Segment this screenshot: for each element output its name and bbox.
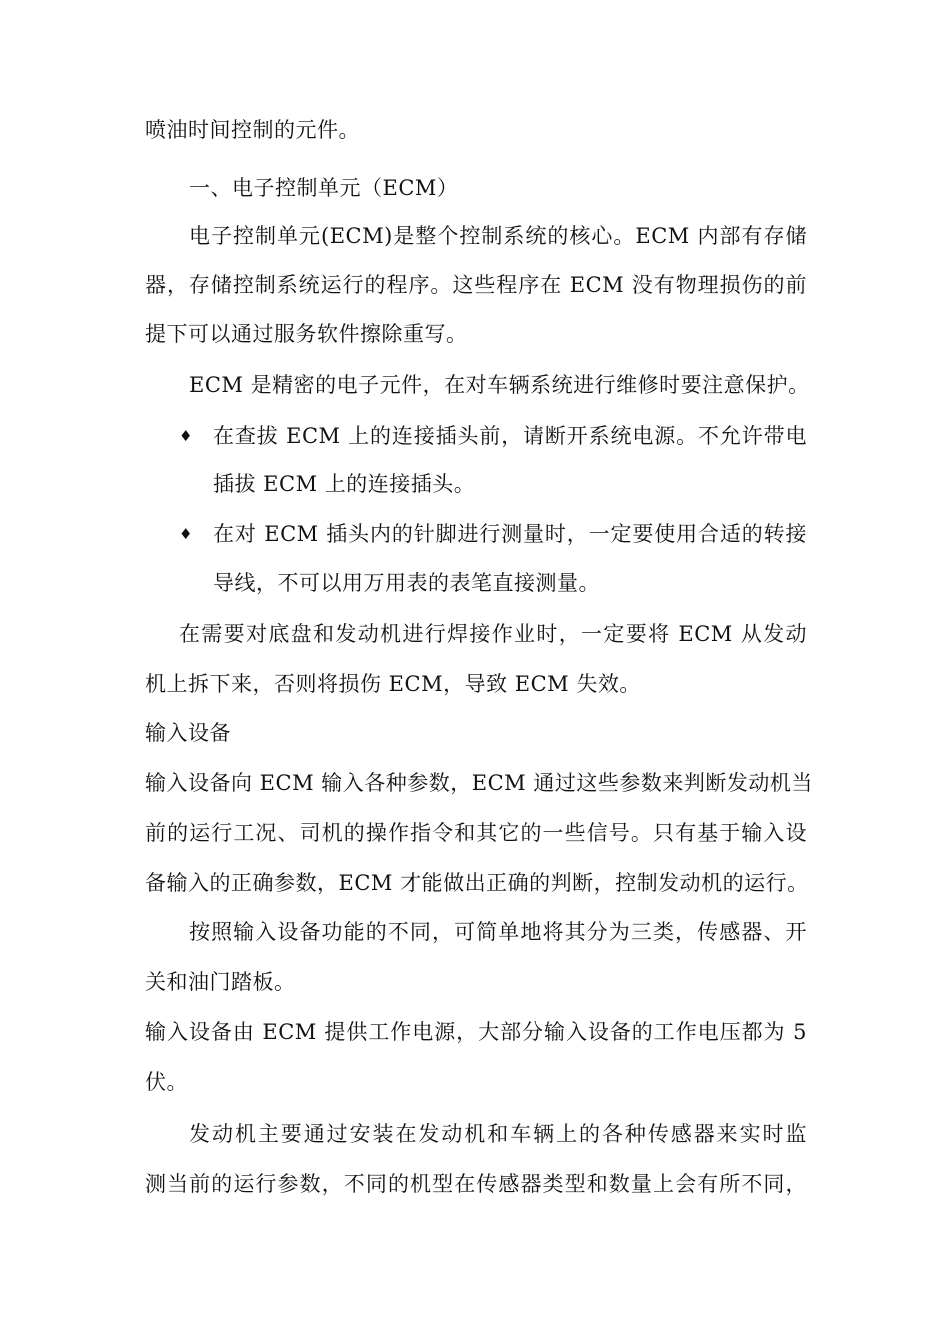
text-line: ECM 是精密的电子元件，在对车辆系统进行维修时要注意保护。 [189,373,810,397]
bullet-item-line: 导线，不可以用万用表的表笔直接测量。 [213,571,600,595]
text-line: 按照输入设备功能的不同，可简单地将其分为三类，传感器、开 [189,920,807,944]
text-line: 提下可以通过服务软件擦除重写。 [145,322,468,346]
text-line: 备输入的正确参数，ECM 才能做出正确的判断，控制发动机的运行。 [145,871,809,895]
text-line: 喷油时间控制的元件。 [145,118,360,142]
text-line: 关和油门踏板。 [145,970,296,994]
text-line: 测当前的运行参数，不同的机型在传感器类型和数量上会有所不同， [145,1172,807,1196]
text-line: 前的运行工况、司机的操作指令和其它的一些信号。只有基于输入设 [145,821,807,845]
bullet-item-line: 插拔 ECM 上的连接插头。 [213,472,476,496]
section-heading: 一、电子控制单元（ECM） [189,176,459,200]
text-line: 机上拆下来，否则将损伤 ECM，导致 ECM 失效。 [145,672,641,696]
bullet-item-line: 在对 ECM 插头内的针脚进行测量时，一定要使用合适的转接 [213,522,807,546]
bullet-icon: ♦ [179,427,193,445]
bullet-item-line: 在查拔 ECM 上的连接插头前，请断开系统电源。不允许带电 [213,424,807,448]
text-line: 伏。 [145,1070,188,1094]
text-line: 器，存储控制系统运行的程序。这些程序在 ECM 没有物理损伤的前 [145,273,807,297]
text-line: 电子控制单元(ECM)是整个控制系统的核心。ECM 内部有存储 [189,224,807,248]
section-heading: 输入设备 [145,721,231,745]
text-line: 输入设备向 ECM 输入各种参数，ECM 通过这些参数来判断发动机当 [145,771,813,795]
bullet-icon: ♦ [179,525,193,543]
text-line: 输入设备由 ECM 提供工作电源，大部分输入设备的工作电压都为 5 [145,1020,807,1044]
text-line: 在需要对底盘和发动机进行焊接作业时，一定要将 ECM 从发动 [179,622,807,646]
text-line: 发动机主要通过安装在发动机和车辆上的各种传感器来实时监 [189,1122,807,1146]
